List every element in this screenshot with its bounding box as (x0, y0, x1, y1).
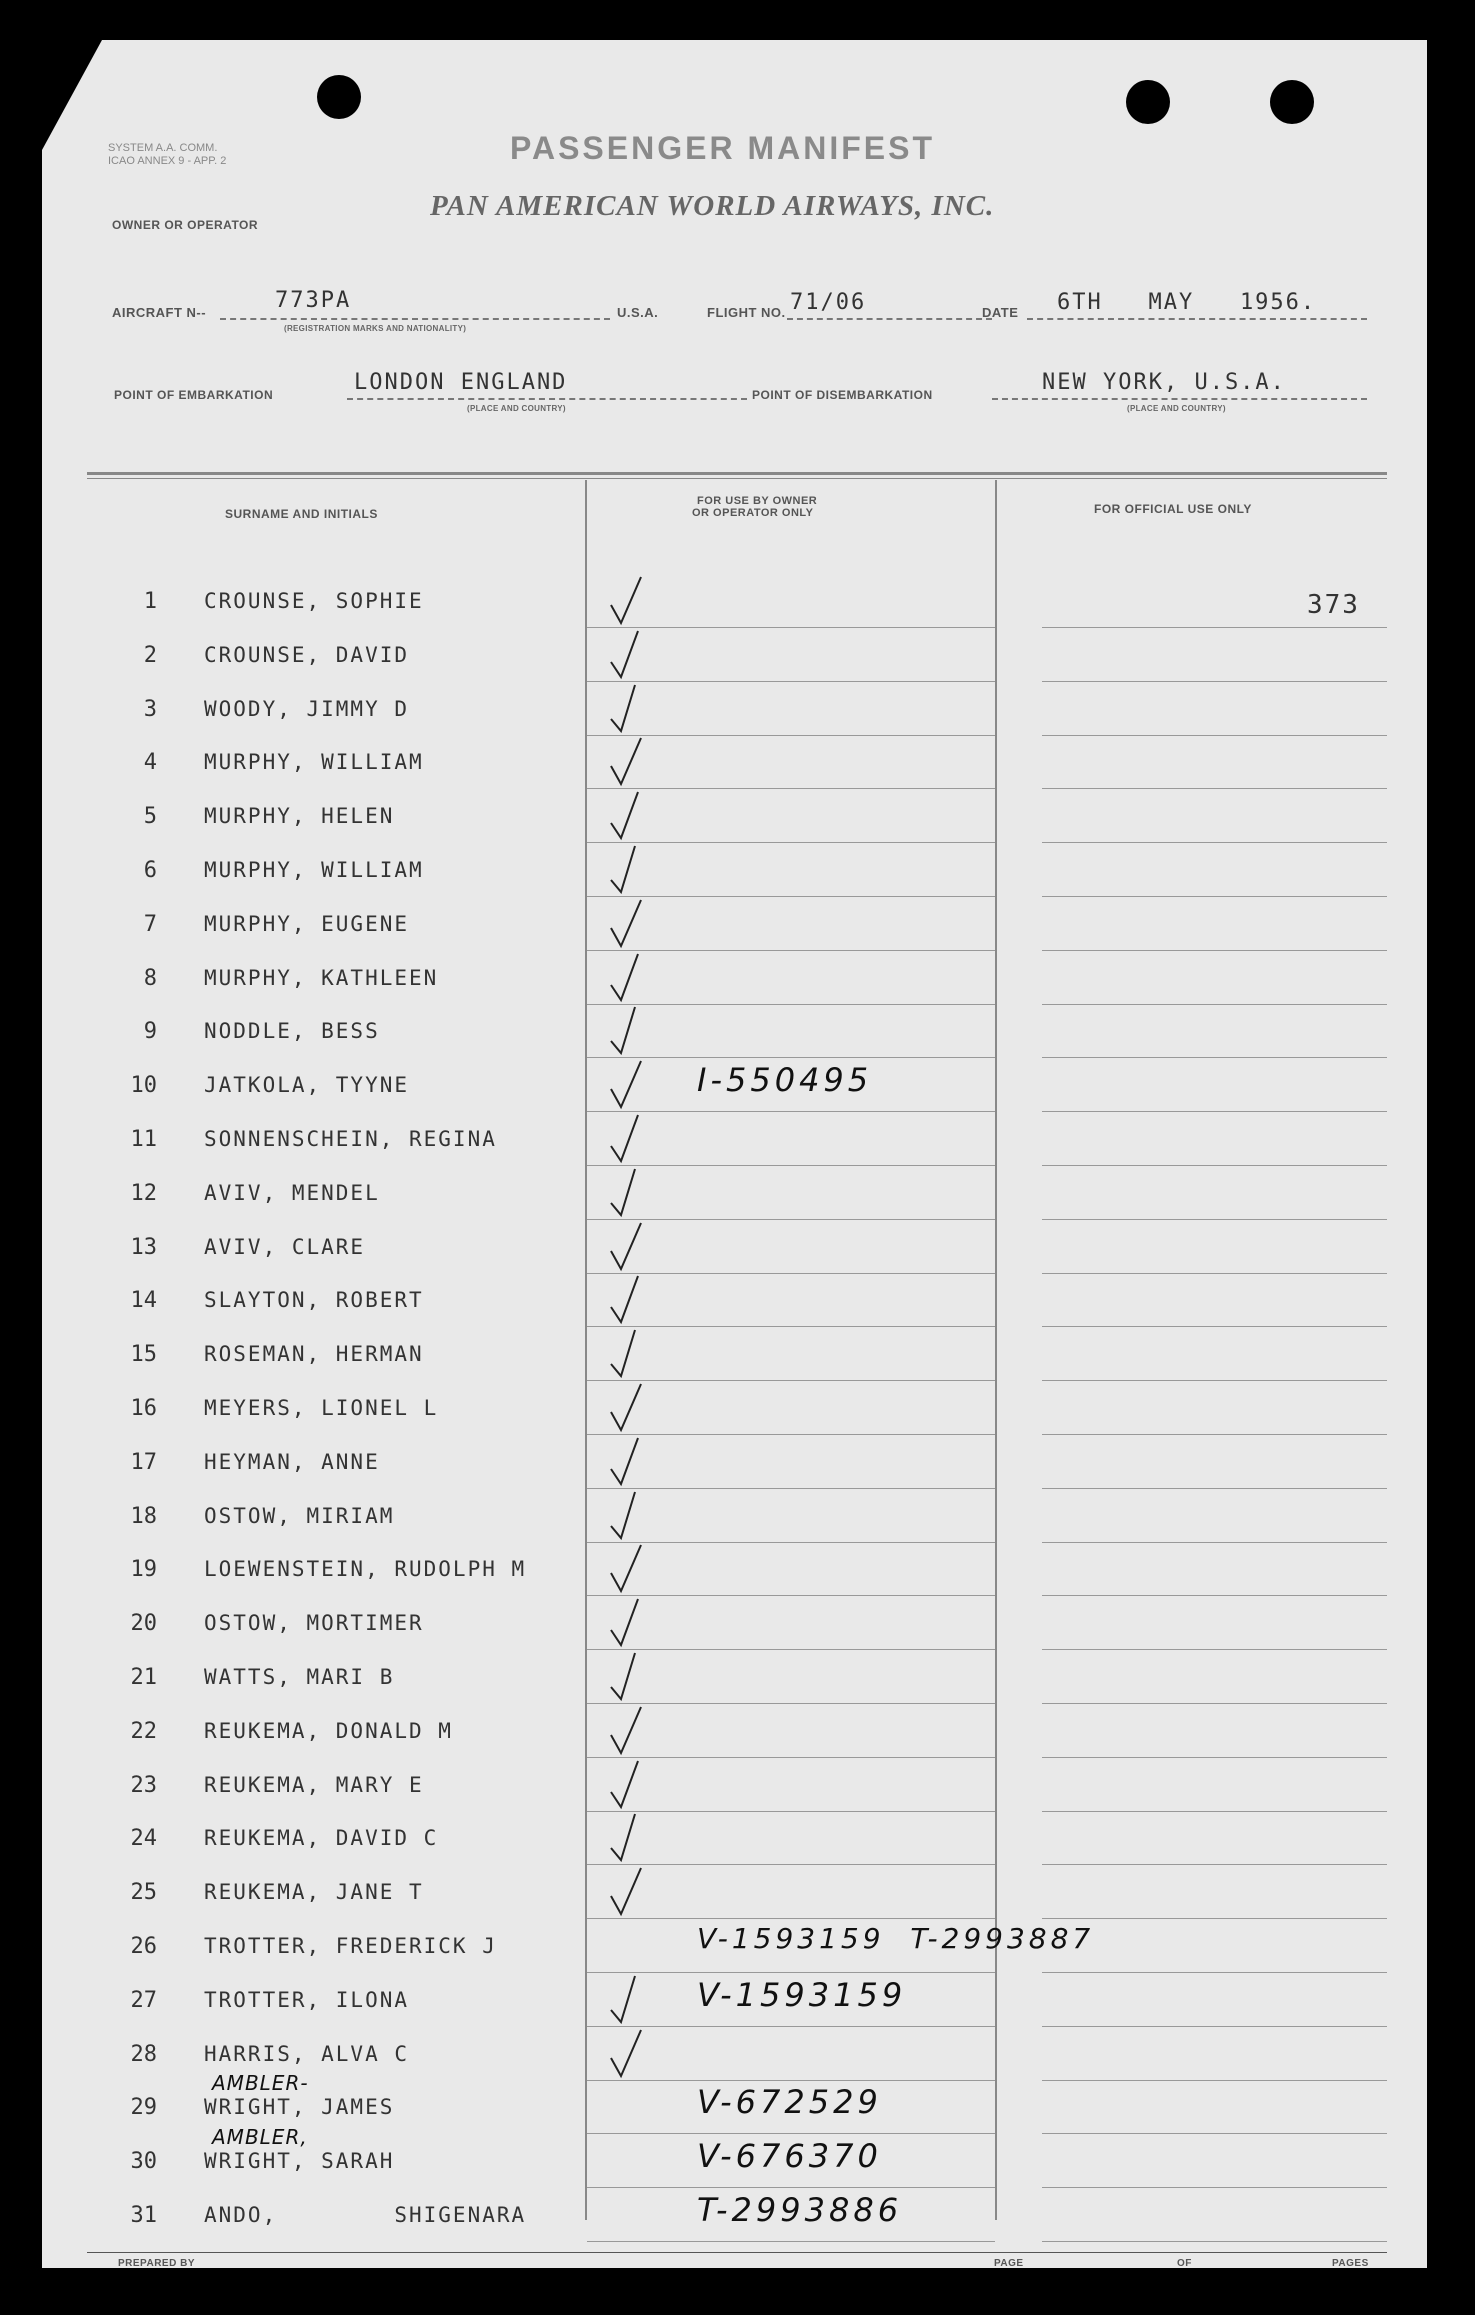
table-row (97, 2125, 882, 2190)
passenger-name: MURPHY, EUGENE (204, 911, 410, 936)
checkmark-icon (607, 1163, 647, 1223)
checkmark-icon (607, 840, 647, 900)
row-rule (1042, 1864, 1387, 1865)
checkmark-icon (607, 1432, 647, 1492)
checkmark-icon (607, 1001, 647, 1061)
passenger-name: MURPHY, KATHLEEN (204, 965, 439, 990)
owner-note: T-2993886 (697, 2191, 903, 2229)
row-rule (587, 896, 995, 897)
passenger-name: ANDO, SHIGENARA (204, 2203, 527, 2227)
owner-note: V-672529 (697, 2083, 882, 2122)
row-rule (587, 1434, 995, 1435)
passenger-name: CROUNSE, SOPHIE (204, 589, 424, 613)
table-row (97, 1814, 617, 1867)
table-row (97, 792, 617, 845)
row-rule (1042, 2133, 1387, 2134)
row-rule (587, 950, 995, 951)
checkmark-icon (607, 1808, 647, 1868)
checkmark-icon (607, 1109, 647, 1169)
row-rule (1042, 1595, 1387, 1596)
passenger-name: MEYERS, LIONEL L (204, 1396, 439, 1420)
passenger-name: REUKEMA, MARY E (204, 1772, 424, 1797)
punch-hole (1126, 80, 1170, 124)
row-number: 4 (143, 750, 157, 776)
passenger-name: REUKEMA, JANE T (204, 1880, 424, 1905)
official-note: 373 (1307, 590, 1360, 620)
footer-rule (87, 2252, 1387, 2253)
aircraft-caption: (REGISTRATION MARKS AND NATIONALITY) (284, 324, 467, 333)
row-rule (1042, 1542, 1387, 1543)
table-top-rule (87, 472, 1387, 475)
row-number: 24 (130, 1826, 157, 1852)
passenger-name: REUKEMA, DONALD M (204, 1718, 453, 1743)
row-rule (587, 1595, 995, 1596)
passenger-name: WOODY, JIMMY D (204, 696, 410, 721)
row-number: 10 (130, 1073, 157, 1099)
row-rule (1042, 2026, 1387, 2027)
table-row (97, 1438, 617, 1491)
checkmark-icon (607, 571, 647, 631)
row-rule (587, 1111, 995, 1112)
table-row (97, 1115, 617, 1168)
table-top-rule-2 (87, 478, 1387, 479)
passenger-name: AVIV, MENDEL (204, 1180, 380, 1205)
row-rule (587, 1972, 995, 1973)
row-number: 2 (143, 642, 157, 668)
passenger-name: TROTTER, FREDERICK J (204, 1934, 497, 1958)
punch-hole (317, 75, 361, 119)
disembarkation-caption: (PLACE AND COUNTRY) (1127, 404, 1226, 413)
row-number: 27 (130, 1987, 157, 2013)
embarkation-value: LONDON ENGLAND (354, 370, 568, 395)
page-label: PAGE (994, 2258, 1024, 2269)
checkmark-icon (607, 679, 647, 739)
row-rule (1042, 1004, 1387, 1005)
checkmark-icon (607, 625, 647, 685)
flight-label: FLIGHT NO. (707, 305, 786, 320)
checkmark-icon (607, 1055, 647, 1115)
table-row (97, 1868, 617, 1921)
disembarkation-label: POINT OF DISEMBARKATION (752, 388, 933, 402)
row-rule (1042, 842, 1387, 843)
column-header-official: FOR OFFICIAL USE ONLY (1094, 502, 1252, 516)
row-number: 17 (130, 1449, 157, 1475)
handwritten-surname-prefix: AMBLER- (212, 2071, 309, 2096)
checkmark-icon (607, 948, 647, 1008)
checkmark-icon (607, 1486, 647, 1546)
passenger-name: JATKOLA, TYYNE (204, 1073, 410, 1098)
passenger-name: MURPHY, WILLIAM (204, 750, 424, 775)
row-number: 12 (130, 1180, 157, 1206)
flight-number: 71/06 (790, 290, 867, 315)
passenger-name: MURPHY, WILLIAM (204, 858, 424, 882)
company-name: PAN AMERICAN WORLD AIRWAYS, INC. (430, 190, 995, 222)
torn-corner (42, 40, 102, 150)
row-rule (1042, 1057, 1387, 1058)
row-rule (587, 1219, 995, 1220)
table-row (97, 1007, 617, 1060)
row-rule (587, 1380, 995, 1381)
passenger-name: SONNENSCHEIN, REGINA (204, 1127, 497, 1151)
passenger-name: AVIV, CLARE (204, 1234, 366, 1259)
row-rule (587, 1811, 995, 1812)
row-rule (587, 2026, 995, 2027)
row-number: 16 (130, 1396, 157, 1421)
table-row (97, 577, 617, 630)
row-rule (1042, 1219, 1387, 1220)
row-rule (1042, 1703, 1387, 1704)
date-label: DATE (982, 305, 1019, 320)
checkmark-icon (607, 732, 647, 792)
checkmark-icon (607, 1270, 647, 1330)
passenger-name: OSTOW, MIRIAM (204, 1503, 395, 1528)
row-rule (1042, 2080, 1387, 2081)
checkmark-icon (607, 1755, 647, 1815)
row-number: 9 (143, 1019, 157, 1045)
row-rule (1042, 896, 1387, 897)
disembarkation-value: NEW YORK, U.S.A. (1042, 370, 1286, 395)
row-rule (587, 788, 995, 789)
row-number: 5 (143, 804, 157, 830)
passenger-name: ROSEMAN, HERMAN (204, 1342, 424, 1367)
row-rule (587, 2187, 995, 2188)
row-rule (1042, 1649, 1387, 1650)
row-rule (587, 2080, 995, 2081)
embarkation-caption: (PLACE AND COUNTRY) (467, 404, 566, 413)
row-rule (1042, 1326, 1387, 1327)
row-number: 29 (130, 2095, 157, 2121)
row-number: 25 (130, 1880, 157, 1906)
row-rule (587, 1649, 995, 1650)
date-value: 6TH MAY 1956. (1057, 290, 1317, 315)
table-row (97, 1599, 617, 1652)
row-rule (587, 1918, 995, 1919)
row-rule (587, 1057, 995, 1058)
column-header-owner: FOR USE BY OWNER (697, 495, 818, 507)
row-rule (587, 1165, 995, 1166)
table-row (97, 954, 617, 1007)
passenger-name: REUKEMA, DAVID C (204, 1826, 439, 1851)
table-row (97, 2191, 903, 2244)
row-number: 23 (130, 1772, 157, 1798)
row-rule (1042, 1918, 1387, 1919)
table-row (97, 900, 617, 953)
owner-note: V-1593159 (697, 1975, 907, 2014)
aircraft-label: AIRCRAFT N-- (112, 305, 207, 320)
table-row (97, 738, 617, 791)
row-rule (587, 1326, 995, 1327)
owner-note: V-676370 (697, 2137, 882, 2176)
row-rule (587, 1004, 995, 1005)
checkmark-icon (607, 1701, 647, 1761)
table-row (97, 846, 617, 899)
row-rule (1042, 1972, 1387, 1973)
row-number: 21 (130, 1665, 157, 1690)
checkmark-icon (607, 1324, 647, 1384)
row-rule (587, 1542, 995, 1543)
row-rule (1042, 788, 1387, 789)
checkmark-icon (607, 1539, 647, 1599)
passenger-name: WATTS, MARI B (204, 1665, 395, 1689)
row-rule (587, 735, 995, 736)
row-number: 22 (130, 1718, 157, 1744)
row-rule (587, 1757, 995, 1758)
passenger-name: WRIGHT, SARAH (204, 2149, 395, 2174)
table-row (97, 631, 617, 684)
nationality: U.S.A. (617, 305, 659, 320)
passenger-name: HEYMAN, ANNE (204, 1449, 380, 1474)
passenger-name: OSTOW, MORTIMER (204, 1611, 424, 1636)
table-row (97, 1492, 617, 1545)
passenger-name: SLAYTON, ROBERT (204, 1288, 424, 1313)
table-row (97, 1169, 617, 1222)
owner-note: I-550495 (697, 1061, 873, 1100)
punch-hole (1270, 80, 1314, 124)
checkmark-icon (607, 1378, 647, 1438)
table-row (97, 1276, 617, 1329)
row-number: 14 (130, 1288, 157, 1314)
prepared-by-label: PREPARED BY (118, 2258, 195, 2269)
row-rule (1042, 627, 1387, 628)
table-row (97, 1223, 617, 1276)
row-number: 26 (130, 1934, 157, 1959)
row-rule (587, 1703, 995, 1704)
table-row (97, 1761, 617, 1814)
row-rule (1042, 2187, 1387, 2188)
owner-note: V-1593159 T-2993887 (697, 1922, 1095, 1955)
row-rule (587, 2241, 995, 2242)
passenger-name: LOEWENSTEIN, RUDOLPH M (204, 1557, 527, 1582)
row-number: 30 (130, 2149, 157, 2175)
row-number: 15 (130, 1342, 157, 1368)
row-rule (587, 842, 995, 843)
row-rule (1042, 1273, 1387, 1274)
checkmark-icon (607, 786, 647, 846)
row-number: 31 (130, 2203, 157, 2228)
row-number: 13 (130, 1234, 157, 1260)
disembarkation-underline (992, 398, 1367, 400)
handwritten-surname-prefix: AMBLER, (212, 2125, 308, 2150)
embarkation-underline (347, 398, 747, 400)
row-rule (1042, 950, 1387, 951)
table-row (97, 1330, 617, 1383)
checkmark-icon (607, 1647, 647, 1707)
checkmark-icon (607, 894, 647, 954)
table-row (97, 2030, 617, 2083)
form-reference-2: ICAO ANNEX 9 - APP. 2 (108, 155, 227, 167)
passenger-name: NODDLE, BESS (204, 1019, 380, 1044)
row-rule (587, 1273, 995, 1274)
row-rule (1042, 1380, 1387, 1381)
passenger-name: MURPHY, HELEN (204, 804, 395, 829)
row-number: 28 (130, 2041, 157, 2067)
table-row (97, 1384, 617, 1437)
row-rule (1042, 1434, 1387, 1435)
row-number: 6 (143, 858, 157, 883)
checkmark-icon (607, 1970, 647, 2030)
flight-underline (787, 318, 992, 320)
row-rule (587, 1488, 995, 1489)
pages-label: PAGES (1332, 2258, 1369, 2269)
row-rule (1042, 681, 1387, 682)
row-number: 18 (130, 1503, 157, 1529)
table-row (97, 1975, 907, 2029)
form-reference: SYSTEM A.A. COMM. (108, 142, 218, 154)
row-rule (587, 1864, 995, 1865)
table-row (97, 2071, 882, 2136)
passenger-name: WRIGHT, JAMES (204, 2095, 395, 2120)
aircraft-value: 773PA (275, 288, 352, 313)
page-title: PASSENGER MANIFEST (510, 130, 935, 166)
checkmark-icon (607, 1862, 647, 1922)
of-label: OF (1177, 2258, 1192, 2269)
table-row (97, 1707, 617, 1760)
row-number: 7 (143, 911, 157, 937)
passenger-name: CROUNSE, DAVID (204, 642, 410, 667)
manifest-sheet (42, 40, 1427, 2268)
column-header-owner-2: OR OPERATOR ONLY (692, 507, 814, 519)
checkmark-icon (607, 1593, 647, 1653)
row-rule (587, 627, 995, 628)
row-number: 1 (143, 589, 157, 614)
row-rule (1042, 2241, 1387, 2242)
row-rule (1042, 1811, 1387, 1812)
date-underline (1027, 318, 1367, 320)
checkmark-icon (607, 2024, 647, 2084)
row-rule (587, 681, 995, 682)
row-rule (1042, 1165, 1387, 1166)
table-row (97, 685, 617, 738)
table-row (97, 1922, 1095, 1975)
row-rule (1042, 735, 1387, 736)
row-number: 3 (143, 696, 157, 722)
row-number: 11 (130, 1127, 157, 1152)
table-row (97, 1061, 873, 1114)
passenger-name: TROTTER, ILONA (204, 1987, 410, 2012)
column-divider (995, 480, 997, 2220)
row-rule (1042, 1488, 1387, 1489)
owner-label: OWNER OR OPERATOR (112, 218, 259, 232)
row-number: 20 (130, 1611, 157, 1637)
row-number: 19 (130, 1557, 157, 1583)
row-rule (1042, 1111, 1387, 1112)
passenger-name: HARRIS, ALVA C (204, 2041, 410, 2066)
embarkation-label: POINT OF EMBARKATION (114, 388, 274, 402)
row-rule (587, 2133, 995, 2134)
table-row (97, 1653, 617, 1706)
table-row (97, 1545, 617, 1598)
row-rule (1042, 1757, 1387, 1758)
column-header-surname: SURNAME AND INITIALS (225, 507, 378, 521)
row-number: 8 (143, 965, 157, 991)
aircraft-underline (220, 318, 610, 320)
checkmark-icon (607, 1217, 647, 1277)
